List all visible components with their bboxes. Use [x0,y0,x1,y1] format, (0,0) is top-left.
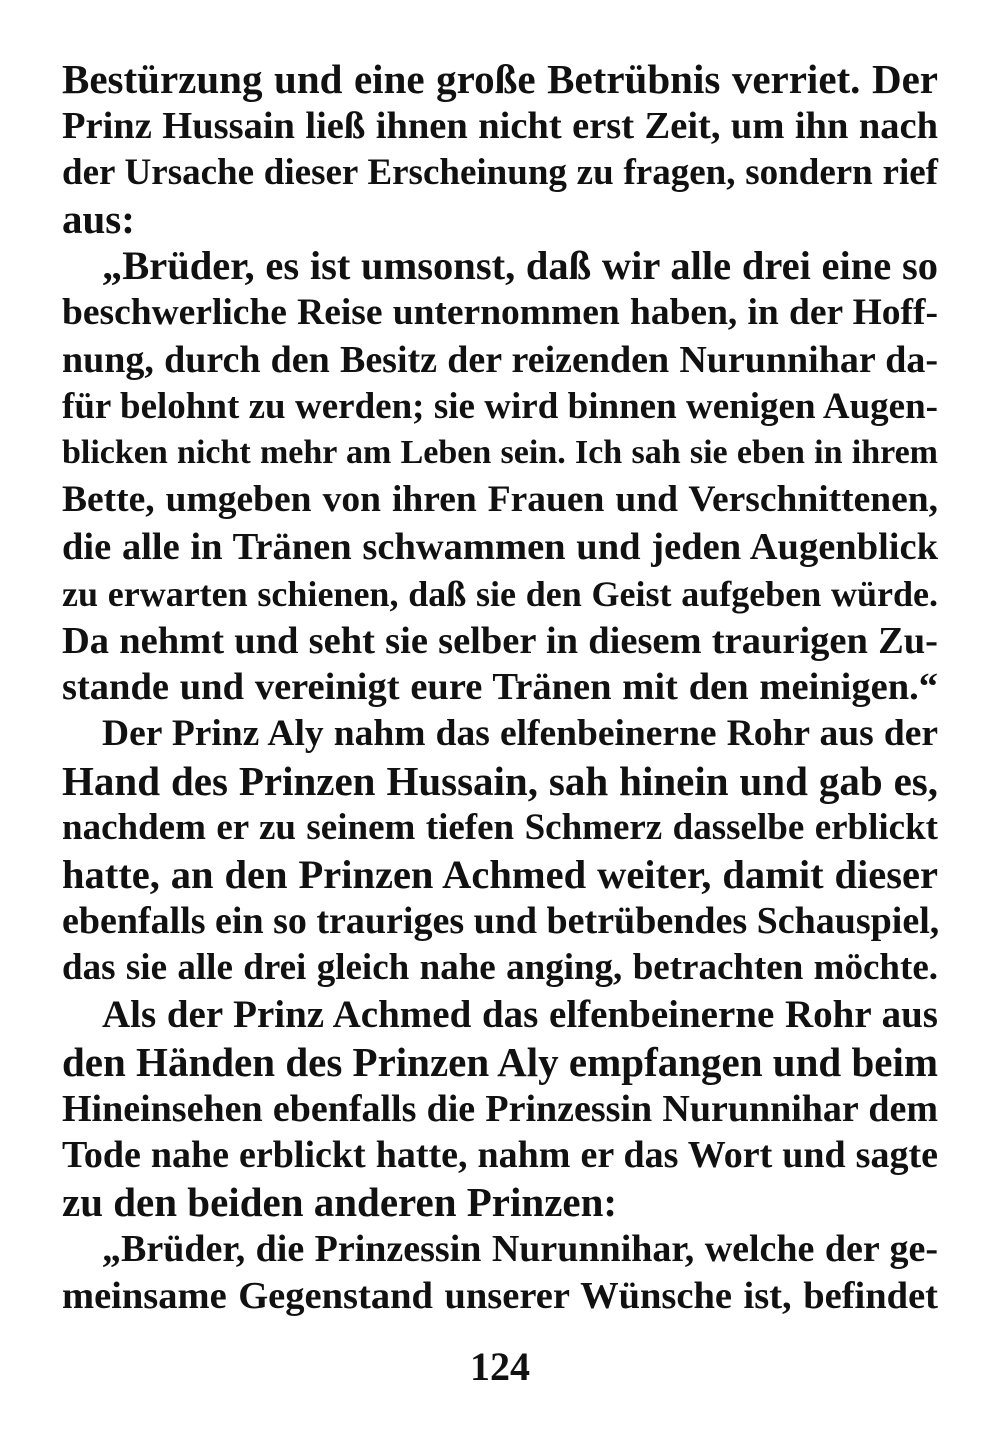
text-line: Der Prinz Aly nahm das elfenbeinerne Rohr aus der [102,713,938,755]
text-line: Tode nahe erblickt hatte, nahm er das Wort und sagte [62,1134,938,1177]
text-line: hatte, an den Prinzen Achmed weiter, damit dieser [62,851,938,897]
text-line: ebenfalls ein so trauriges und betrübendes Schauspiel, [62,900,940,943]
text-line: blicken nicht mehr am Leben sein. Ich sah sie eben in ihrem [62,434,938,472]
text-line: den Händen des Prinzen Aly empfangen und beim [62,1038,938,1085]
text-line: „Brüder, die Prinzessin Nurunnihar, welche der ge- [102,1227,938,1270]
text-line: aus: [62,196,135,243]
text-line: stande und vereinigt eure Tränen mit den meinigen.“ [62,666,938,709]
text-line: der Ursache dieser Erscheinung zu fragen, sondern rief [62,151,938,193]
text-line: Als der Prinz Achmed das elfenbeinerne Rohr aus [102,992,938,1036]
text-line: das sie alle drei gleich nahe anging, betrachten möchte. [62,947,938,989]
text-line: Hand des Prinzen Hussain, sah hinein und gab es, [62,757,938,804]
text-line: für belohnt zu werden; sie wird binnen wenigen Augen- [62,385,938,427]
text-line: nachdem er zu seinem tiefen Schmerz dasselbe erblickt [62,806,938,848]
text-line: Bette, umgeben von ihren Frauen und Verschnittenen, [62,479,938,521]
text-line: beschwerliche Reise unternommen haben, in der Hoff- [62,291,938,333]
text-line: nung, durch den Besitz der reizenden Nurunnihar da- [62,338,938,381]
page-number: 124 [470,1344,530,1389]
text-line: die alle in Tränen schwammen und jeden Augenblick [62,525,938,568]
text-line: zu erwarten schienen, daß sie den Geist aufgeben würde. [62,573,938,614]
text-line: Bestürzung und eine große Betrübnis verriet. Der [62,56,938,102]
text-line: Da nehmt und seht sie selber in diesem traurigen Zu- [62,619,938,662]
text-line: Prinz Hussain ließ ihnen nicht erst Zeit, um ihn nach [62,104,938,147]
text-line: meinsame Gegenstand unserer Wünsche ist, befindet [62,1274,938,1317]
page-body-text [62,56,938,1320]
text-line: Hineinsehen ebenfalls die Prinzessin Nurunnihar dem [62,1087,938,1130]
text-line: „Brüder, es ist umsonst, daß wir alle drei eine so [102,243,938,289]
text-line: zu den beiden anderen Prinzen: [62,1179,618,1226]
